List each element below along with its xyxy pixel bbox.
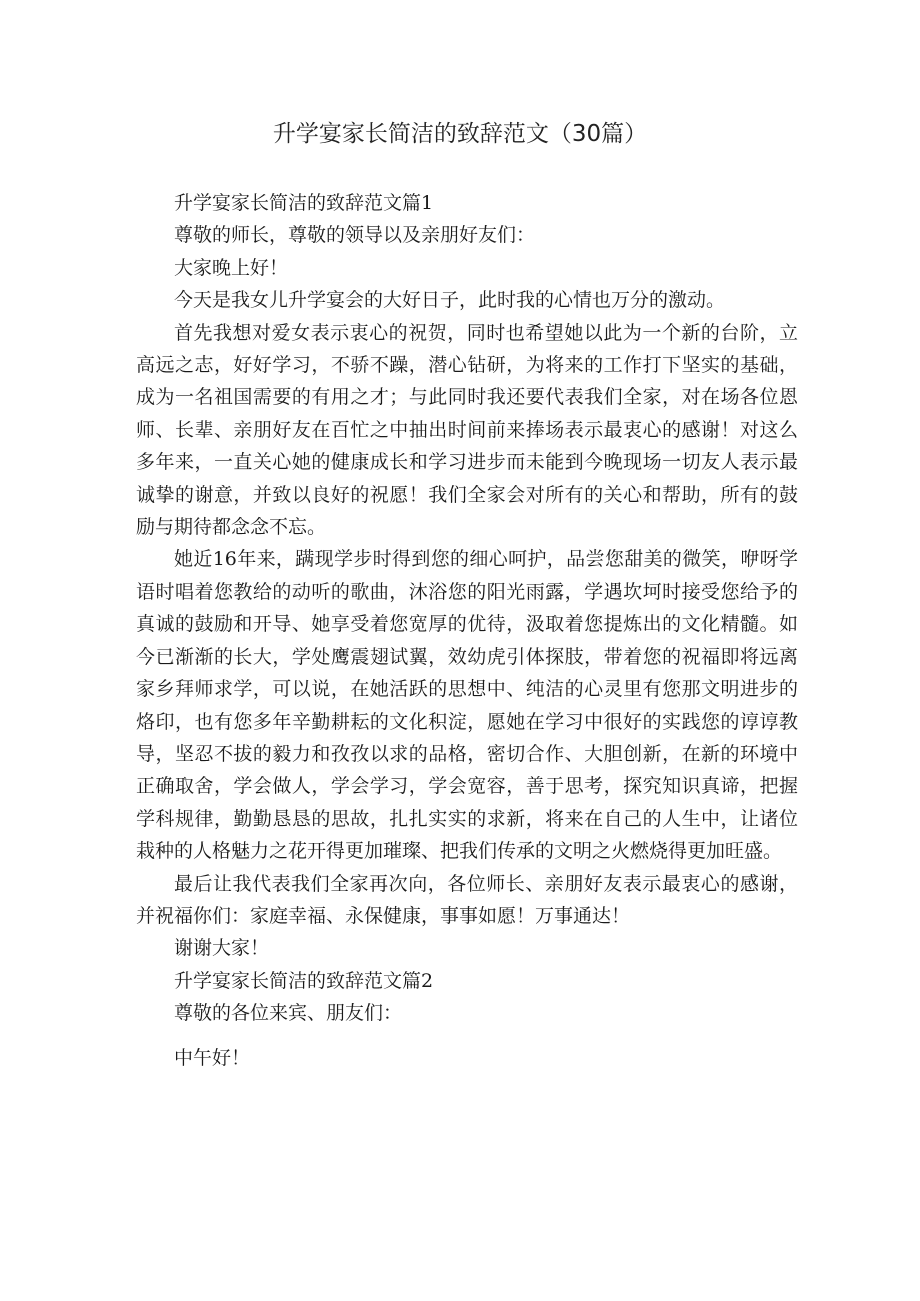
section-heading: 升学宴家长简洁的致辞范文篇1 xyxy=(174,192,434,214)
document-body xyxy=(136,187,798,1074)
body-paragraph: 最后让我代表我们全家再次向，各位师长、亲朋好友表示最衷心的感谢，并祝福你们：家庭幸福、永保健康，事事如愿！万事通达！ xyxy=(136,872,798,927)
closing-thanks: 谢谢大家！ xyxy=(174,937,270,960)
body-paragraph: 今天是我女儿升学宴会的大好日子，此时我的心情也万分的激动。 xyxy=(174,289,726,312)
greeting: 大家晚上好！ xyxy=(174,256,289,279)
salutation: 尊敬的各位来宾、朋友们： xyxy=(174,1002,403,1025)
document-title: 升学宴家长简洁的致辞范文（30篇） xyxy=(272,121,648,147)
greeting: 中午好！ xyxy=(174,1046,251,1069)
body-paragraph: 首先我想对爱女表示衷心的祝贺，同时也希望她以此为一个新的台阶，立高远之志，好好学习，不骄不躁，潜心钻研，为将来的工作打下坚实的基础，成为一名祖国需要的有用之才；与此同时我还要代表我们全家，对在场各位恩师、长辈、亲朋好友在百忙之中抽出时间前来捧场表示最衷心的感谢！对这么多年来，一直关心她的健康成长和学习进步而未能到今晚现场一切友人表示最诚挚的谢意，并致以良好的祝愿！我们全家会对所有的关心和帮助，所有的鼓励与期待都念念不忘。 xyxy=(136,321,798,539)
body-paragraph: 她近16年来，蹒现学步时得到您的细心呵护，品尝您甜美的微笑，咿呀学语时唱着您教给的动听的歌曲，沐浴您的阳光雨露，学遇坎坷时接受您给予的真诚的鼓励和开导、她享受着您宽厚的优待，汲取着您提炼出的文化精髓。如今已渐渐的长大，学处鹰震翅试翼，效幼虎引体探肢，带着您的祝福即将远离家乡拜师求学，可以说，在她活跃的思想中、纯洁的心灵里有您那文明进步的烙印，也有您多年辛勤耕耘的文化积淀，愿她在学习中很好的实践您的谆谆教导，坚忍不拔的毅力和孜孜以求的品格，密切合作、大胆创新，在新的环境中正确取舍，学会做人，学会学习，学会宽容，善于思考，探究知识真谛，把握学科规律，勤勤恳恳的思故，扎扎实实的求新，将来在自己的人生中，让诸位栽种的人格魅力之花开得更加璀璨、把我们传承的文明之火燃烧得更加旺盛。 xyxy=(136,548,798,863)
salutation: 尊敬的师长，尊敬的领导以及亲朋好友们： xyxy=(174,224,536,247)
section-heading: 升学宴家长简洁的致辞范文篇2 xyxy=(174,969,434,992)
